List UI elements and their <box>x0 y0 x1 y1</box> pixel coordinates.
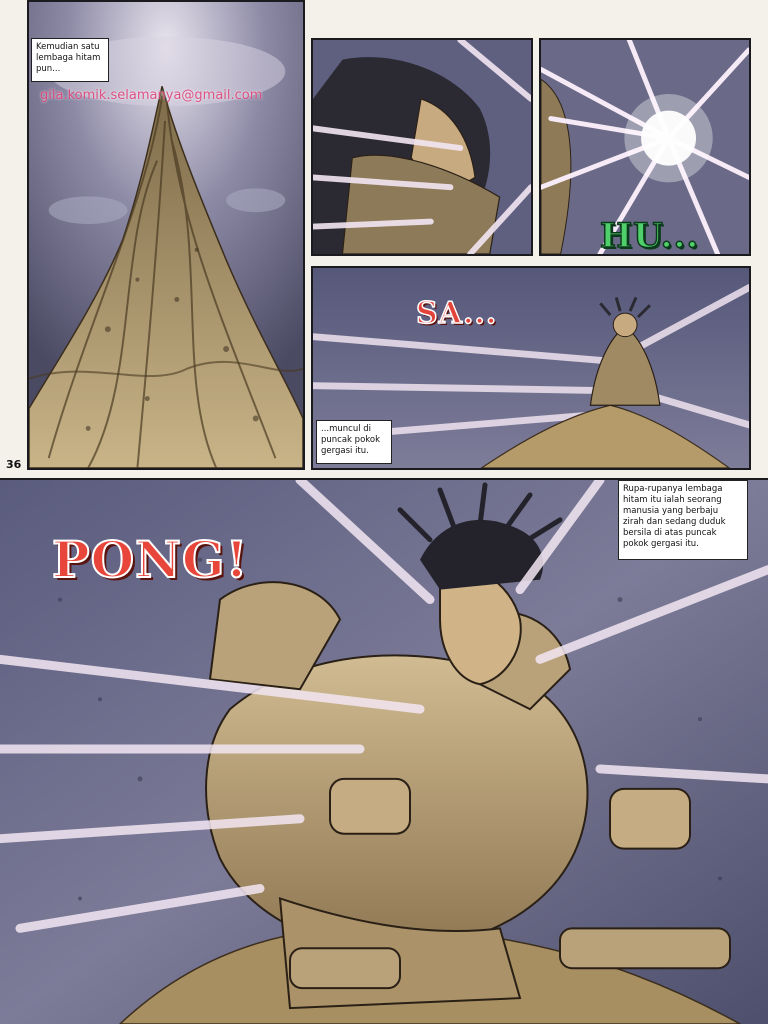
caption-panel-1: Kemudian satu lembaga hitam pun... <box>31 38 109 82</box>
caption-panel-4: ...muncul di puncak pokok gergasi itu. <box>316 420 392 464</box>
sfx-sa: SA... <box>416 296 498 331</box>
page-number: 36 <box>6 458 22 471</box>
caption-panel-5: Rupa-rupanya lembaga hitam itu ialah seorang manusia yang berbaju zirah dan sedang duduk bersila di atas puncak pokok gergasi itu. <box>618 480 748 560</box>
panel-warrior-closeup <box>311 38 533 256</box>
warrior-closeup-illustration <box>313 40 531 254</box>
watermark: gila.komik.selamanya@gmail.com <box>40 88 263 103</box>
sfx-pong: PONG! <box>52 530 249 589</box>
sfx-hu: HU... <box>600 216 700 256</box>
